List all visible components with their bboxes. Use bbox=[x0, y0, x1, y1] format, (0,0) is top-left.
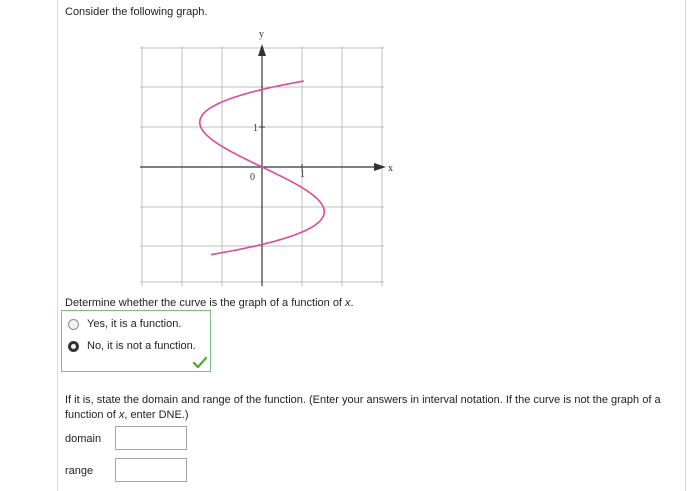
checkmark-icon bbox=[193, 357, 207, 368]
y-axis-label: y bbox=[259, 29, 264, 40]
domain-input[interactable] bbox=[115, 426, 187, 450]
option-no-label: No, it is not a function. bbox=[87, 340, 196, 352]
option-yes[interactable] bbox=[68, 318, 181, 330]
option-no[interactable] bbox=[68, 340, 196, 352]
x-axis-label: x bbox=[388, 163, 393, 174]
domain-label: domain bbox=[65, 433, 102, 445]
instructions-text: If it is, state the domain and range of the function. (Enter your answers in interval notation. If the curve is not the graph of a function of x, enter DNE.) bbox=[65, 394, 661, 421]
option-yes-label: Yes, it is a function. bbox=[87, 318, 182, 330]
question-text: Determine whether the curve is the graph of a function of x. bbox=[65, 297, 354, 309]
y-tick-label: 1 bbox=[253, 123, 258, 134]
x-axis-arrow bbox=[374, 163, 386, 171]
range-label: range bbox=[65, 465, 94, 477]
x-tick-label: 1 bbox=[300, 169, 305, 180]
origin-label: 0 bbox=[250, 172, 255, 183]
radio-no[interactable] bbox=[68, 341, 79, 352]
curve-graph bbox=[120, 24, 393, 286]
answer-choices bbox=[61, 310, 211, 372]
y-axis-arrow bbox=[258, 44, 266, 56]
radio-yes[interactable] bbox=[68, 319, 79, 330]
range-input[interactable] bbox=[115, 458, 187, 482]
prompt-text: Consider the following graph. bbox=[65, 6, 208, 18]
